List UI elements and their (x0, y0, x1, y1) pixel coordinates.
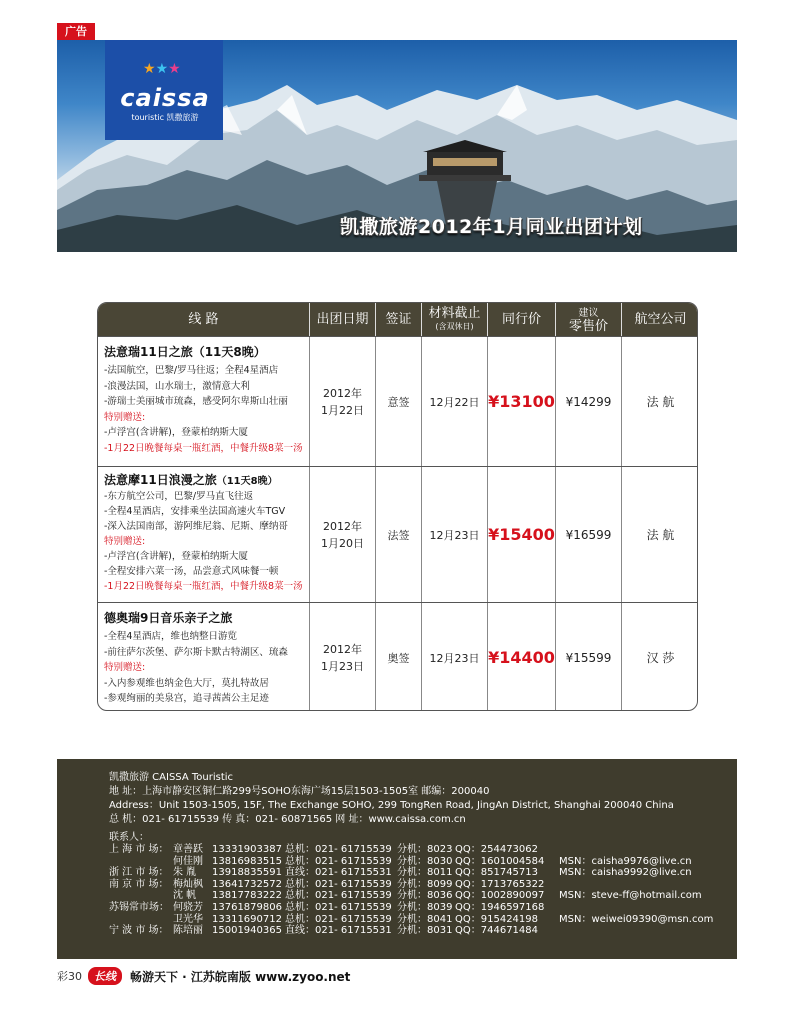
publication-name: 畅游天下 · 江苏皖南版 www.zyoo.net (130, 969, 351, 984)
peer-price-cell: ¥13100 (488, 337, 556, 466)
contact-msn: MSN：caisha9992@live.cn (559, 867, 692, 879)
route-title (104, 471, 309, 488)
contact-ext: 分机：8031 (397, 925, 453, 937)
table-row (98, 336, 698, 466)
contact-ext: 分机：8041 (397, 913, 453, 925)
route-line: -卢浮宫(含讲解)，登蒙柏纳斯大厦 (104, 551, 248, 562)
table-row (98, 602, 698, 711)
route-line: 特别赠送: (104, 536, 146, 547)
date-year: 2012年 (323, 386, 362, 400)
section-badge: 长线 (88, 967, 122, 985)
address-cn: 地 址：上海市静安区铜仁路299号SOHO东海广场15层1503-1505室 邮编：200040 (109, 786, 490, 797)
contact-ext: 分机：8011 (397, 867, 453, 879)
contact-ext: 分机：8030 (397, 855, 453, 867)
contact-name: 章善跃 (173, 844, 203, 855)
contact-tel: 直线：021- 61715531 (285, 925, 392, 937)
retail-price-cell: ¥16599 (556, 467, 622, 602)
header-deadline-label: 材料截止 (428, 305, 481, 321)
contact-market: 苏锡常市场： (109, 901, 169, 913)
contact-name: 朱 胤 (173, 867, 197, 879)
deadline-cell: 12月22日 (422, 337, 488, 466)
contact-qq: QQ：254473062 (455, 844, 539, 855)
peer-price-cell: ¥14400 (488, 603, 556, 711)
contact-phone: 13331903387 (212, 844, 282, 855)
route-line: 特别赠送: (104, 662, 146, 673)
route-line: -全程4星酒店，维也纳整日游览 (104, 631, 237, 642)
tour-table (97, 302, 698, 711)
header-deadline (422, 303, 488, 336)
contact-msn: MSN：caisha9976@live.cn (559, 855, 692, 867)
route-line: -浪漫法国，山水瑞士，激情意大利 (104, 380, 250, 392)
page-number: 彩30 (57, 970, 82, 983)
table-header (98, 303, 698, 336)
contact-ext: 分机：8036 (397, 890, 453, 902)
header-retail-price (556, 303, 622, 336)
header-visa: 签证 (376, 303, 422, 336)
route-cell (98, 603, 310, 711)
contact-market: 宁 波 市 场： (109, 925, 169, 937)
visa-cell: 法签 (376, 467, 422, 602)
contact-phone: 15001940365 (212, 925, 282, 937)
route-line: -全程安排六菜一汤，品尝意式风味餐一顿 (104, 566, 279, 577)
route-line: -东方航空公司，巴黎/罗马直飞往返 (104, 491, 254, 502)
retail-price-cell: ¥15599 (556, 603, 622, 711)
route-title-main: 法意摩11日浪漫之旅 (104, 473, 217, 487)
airline-cell: 汉 莎 (646, 651, 675, 665)
logo-stars-icon: ★★★ (143, 61, 181, 77)
contact-name: 何骁芳 (173, 901, 203, 913)
deadline-cell: 12月23日 (422, 467, 488, 602)
address-en: Address：Unit 1503-1505, 15F, The Exchange SOHO, 299 TongRen Road, JingAn District, Shanghai 200040 China (109, 800, 674, 811)
airline-cell: 法 航 (646, 528, 675, 542)
peer-price-cell: ¥15400 (488, 467, 556, 602)
banner-title: 凯撒旅游2012年1月同业出团计划 (340, 216, 643, 238)
header-date: 出团日期 (310, 303, 376, 336)
contact-name: 沈 帆 (173, 890, 197, 902)
contact-qq: QQ：1946597168 (455, 901, 545, 913)
contact-row (109, 914, 737, 926)
contact-name: 梅灿枫 (173, 878, 203, 890)
contact-tel: 总机：021- 61715539 (285, 878, 392, 890)
logo-sub: touristic 凯撒旅游 (131, 113, 199, 122)
contact-tel: 直线：021- 61715531 (285, 867, 392, 879)
contact-market: 上 海 市 场： (109, 844, 169, 855)
contact-row (109, 844, 737, 856)
contacts-label: 联系人： (109, 832, 149, 843)
route-line: -入内参观维也纳金色大厅，莫扎特故居 (104, 677, 269, 689)
airline-cell: 法 航 (646, 395, 675, 409)
header-airline: 航空公司 (634, 312, 687, 327)
company-name: 凯撒旅游 CAISSA Touristic (109, 772, 234, 783)
company-footer (57, 759, 737, 959)
retail-price-cell: ¥14299 (556, 337, 622, 466)
contact-row (109, 879, 737, 891)
contact-tel: 总机：021- 61715539 (285, 890, 392, 902)
contacts (109, 832, 737, 937)
contact-tel: 总机：021- 61715539 (285, 855, 392, 867)
contact-phone: 13761879806 (212, 901, 282, 913)
contact-row (109, 902, 737, 914)
contact-ext: 分机：8023 (397, 844, 453, 855)
contact-qq: QQ：1713765322 (455, 878, 545, 890)
contact-qq: QQ：915424198 (455, 913, 539, 925)
contact-row (109, 856, 737, 868)
caissa-logo (105, 40, 223, 140)
contact-market: 南 京 市 场： (109, 878, 169, 890)
ad-tag: 广告 (57, 23, 95, 41)
table-row (98, 466, 698, 602)
date-cell (310, 337, 376, 466)
route-cell (98, 467, 310, 602)
route-line: -深入法国南部，游阿维尼翁、尼斯、摩纳哥 (104, 521, 288, 532)
page-footer (57, 966, 737, 986)
contact-ext: 分机：8039 (397, 901, 453, 913)
route-title-small: （11天8晚） (216, 476, 278, 487)
contact-qq: QQ：1002890097 (455, 890, 545, 902)
header-peer-price: 同行价 (488, 303, 556, 336)
contact-market: 浙 江 市 场： (109, 867, 169, 879)
route-line: -前往萨尔茨堡、萨尔斯卡默古特湖区、琉森 (104, 646, 288, 658)
route-line: -1月22日晚餐每桌一瓶红酒，中餐升级8菜一汤 (104, 442, 303, 454)
route-line: -法国航空，巴黎/罗马往返；全程4星酒店 (104, 365, 279, 376)
header-deadline-note: (含双休日) (435, 321, 474, 331)
contact-phone: 13311690712 (212, 913, 282, 925)
date-year: 2012年 (323, 642, 362, 656)
banner (57, 40, 737, 252)
deadline-cell: 12月23日 (422, 603, 488, 711)
contact-phone: 13641732572 (212, 878, 282, 890)
contact-tel: 总机：021- 61715539 (285, 913, 392, 925)
header-route: 线 路 (98, 303, 310, 336)
contact-tel: 总机：021- 61715539 (285, 844, 392, 855)
logo-name: caissa (120, 84, 210, 112)
contact-row (109, 867, 737, 879)
route-line: -参观绚丽的美泉宫，追寻茜茜公主足迹 (104, 693, 269, 704)
header-retail-price-1: 建议 (578, 307, 599, 319)
route-title: 法意瑞11日之旅（11天8晚） (104, 345, 266, 359)
date-day: 1月23日 (321, 659, 364, 673)
contact-name: 何佳刚 (173, 855, 203, 867)
route-line: 特别赠送: (104, 411, 146, 423)
date-year: 2012年 (323, 519, 362, 533)
contact-qq: QQ：744671484 (455, 925, 539, 937)
contact-name: 卫光华 (173, 913, 203, 925)
date-day: 1月20日 (321, 536, 364, 550)
route-line: -卢浮宫(含讲解)，登蒙柏纳斯大厦 (104, 427, 248, 438)
contact-msn: MSN：weiwei09390@msn.com (559, 913, 714, 925)
contact-qq: QQ：1601004584 (455, 855, 545, 867)
date-cell (310, 603, 376, 711)
visa-cell: 奥签 (376, 603, 422, 711)
route-line: -1月22日晚餐每桌一瓶红酒，中餐升级8菜一汤 (104, 581, 303, 592)
contact-tel: 总机：021- 61715539 (285, 901, 392, 913)
contact-phone: 13816983515 (212, 855, 282, 867)
contact-msn: MSN：steve-ff@hotmail.com (559, 890, 702, 902)
contact-phone: 13918835591 (212, 867, 282, 879)
header-retail-price-2: 零售价 (568, 318, 608, 334)
route-cell (98, 337, 310, 466)
phone-fax: 总 机：021- 61715539 传 真：021- 60871565 网 址：www.caissa.com.cn (109, 814, 466, 825)
contact-name: 陈培丽 (173, 925, 203, 937)
contact-ext: 分机：8099 (397, 878, 453, 890)
route-line: -游瑞士美丽城市琉森，感受阿尔卑斯山壮丽 (104, 396, 288, 407)
date-cell (310, 467, 376, 602)
route-line: -全程4星酒店，安排乘坐法国高速火车TGV (104, 506, 286, 517)
contact-phone: 13817783222 (212, 890, 282, 902)
contact-row (109, 925, 737, 937)
contact-row (109, 890, 737, 902)
route-title: 德奥瑞9日音乐亲子之旅 (104, 611, 233, 625)
contact-qq: QQ：851745713 (455, 867, 539, 879)
visa-cell: 意签 (376, 337, 422, 466)
date-day: 1月22日 (321, 403, 364, 417)
